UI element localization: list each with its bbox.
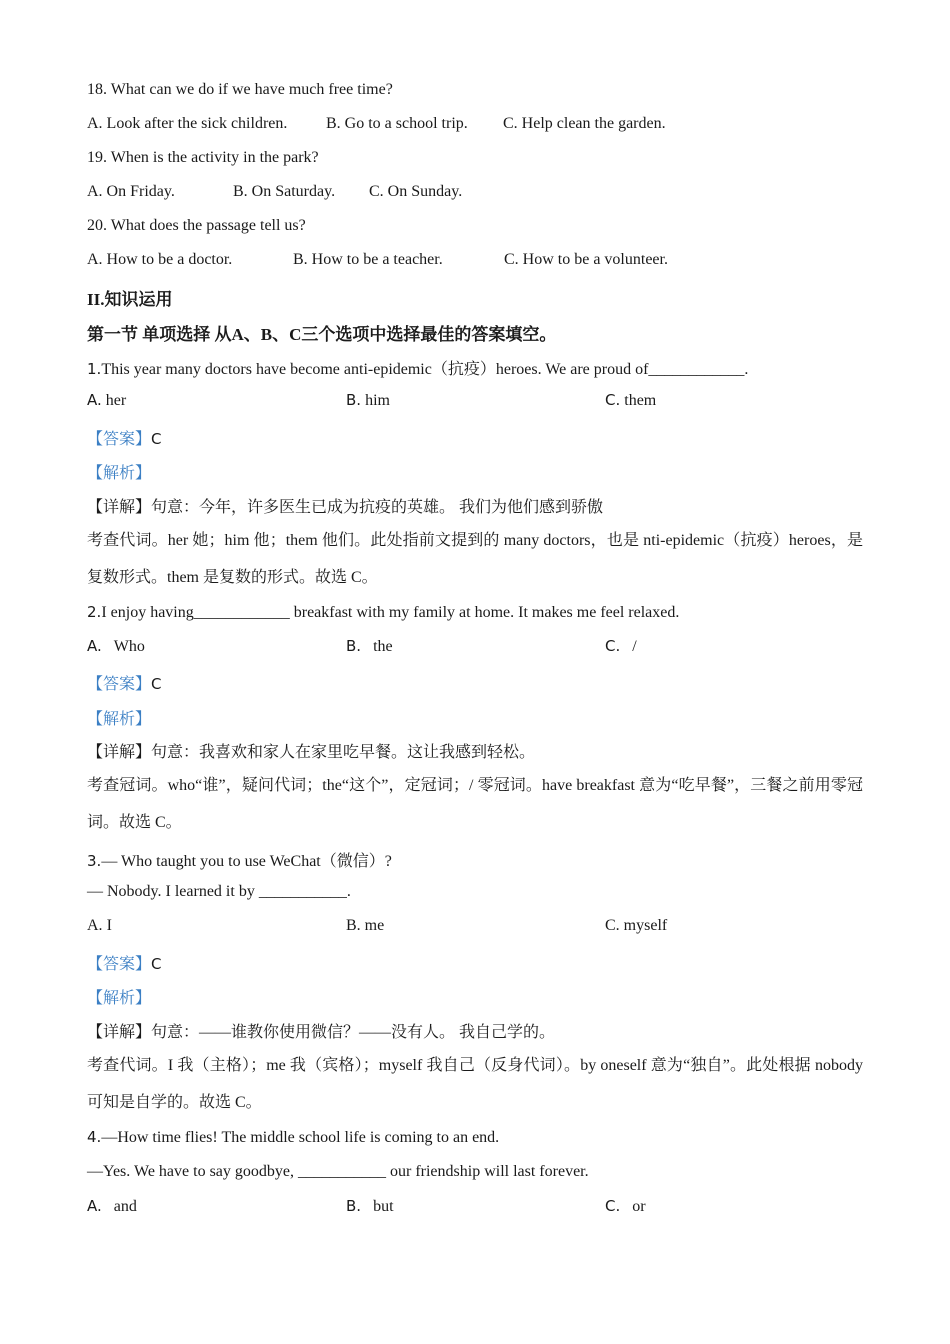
question-3-reply: — Nobody. I learned it by ___________. — [87, 883, 351, 900]
option-20a: A. How to be a doctor. — [87, 251, 233, 268]
option-4a: A. and — [87, 1197, 137, 1215]
question-2: 2.I enjoy having____________ breakfast with my family at home. It makes me feel relaxed. — [87, 603, 680, 621]
option-2b: B. the — [346, 637, 393, 655]
option-3c: C. myself — [605, 917, 668, 934]
answer-2: 【答案】C — [87, 675, 162, 693]
option-19c: C. On Sunday. — [369, 183, 463, 200]
option-1a: A. her — [87, 391, 127, 409]
answer-label: 【答案】 — [87, 431, 152, 448]
question-1 — [87, 356, 748, 379]
answer-3: 【答案】C — [87, 955, 162, 973]
question-4-reply: —Yes. We have to say goodbye, ___________ our friendship will last forever. — [87, 1163, 589, 1180]
analysis-label: 【解析】 — [87, 465, 152, 482]
detail-1: 【详解】句意：今年，许多医生已成为抗疫的英雄。 我们为他们感到骄傲 — [87, 499, 604, 516]
option-1c: C. them — [605, 391, 657, 409]
option-20c: C. How to be a volunteer. — [504, 251, 668, 268]
question-4: 4.—How time flies! The middle school life is coming to an end. — [87, 1128, 500, 1146]
option-2c: C. / — [605, 637, 637, 655]
explanation-3: 考查代词。I 我（主格）；me 我（宾格）；myself 我自己（反身代词）。by oneself 意为“独自”。此处根据 nobody 可知是自学的。故选 C。 — [87, 1057, 863, 1111]
detail-2: 【详解】句意：我喜欢和家人在家里吃早餐。这让我感到轻松。 — [87, 744, 536, 761]
option-1b: B. him — [346, 391, 390, 409]
explanation-1: 考查代词。her 她；him 他；them 他们。此处指前文提到的 many doctors，也是 nti-epidemic（抗疫）heroes，是复数形式。them 是复数的形式。故选 C。 — [87, 532, 863, 586]
analysis-label: 【解析】 — [87, 990, 152, 1007]
section-title: II.知识运用 — [87, 290, 173, 309]
question-20: 20. What does the passage tell us? — [87, 217, 306, 234]
question-3: 3.— Who taught you to use WeChat（微信）? — [87, 852, 392, 870]
answer-1 — [87, 426, 162, 449]
option-18c: C. Help clean the garden. — [503, 115, 666, 132]
option-18b: B. Go to a school trip. — [326, 115, 468, 132]
explanation-2: 考查冠词。who“谁”，疑问代词；the“这个”，定冠词；/ 零冠词。have breakfast 意为“吃早餐”，三餐之前用零冠词。故选 C。 — [87, 777, 863, 831]
option-19b: B. On Saturday. — [233, 183, 336, 200]
question-19: 19. When is the activity in the park? — [87, 149, 319, 166]
analysis-label: 【解析】 — [87, 711, 152, 728]
option-4c: C. or — [605, 1197, 646, 1215]
subsection-title: 第一节 单项选择 从A、B、C三个选项中选择最佳的答案填空。 — [87, 325, 557, 344]
question-18: 18. What can we do if we have much free time? — [87, 81, 393, 98]
option-3a: A. I — [87, 917, 112, 934]
question-number: 1. — [87, 360, 102, 378]
detail-3: 【详解】句意：——谁教你使用微信？——没有人。 我自己学的。 — [87, 1024, 556, 1041]
option-4b: B. but — [346, 1197, 394, 1215]
option-20b: B. How to be a teacher. — [293, 251, 443, 268]
option-19a: A. On Friday. — [87, 183, 175, 200]
option-3b: B. me — [346, 917, 385, 934]
question-text: This year many doctors have become anti-epidemic（抗疫）heroes. We are proud of____________. — [101, 361, 749, 378]
answer-value: C — [151, 430, 162, 448]
option-18a: A. Look after the sick children. — [87, 115, 288, 132]
option-2a: A. Who — [87, 637, 145, 655]
